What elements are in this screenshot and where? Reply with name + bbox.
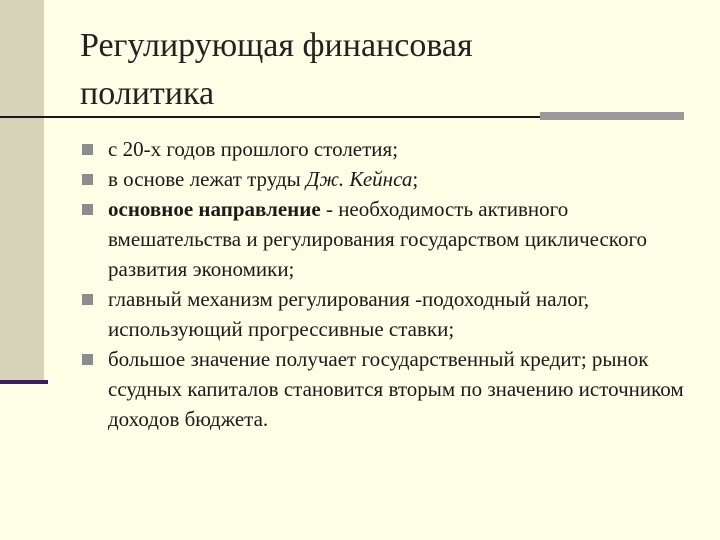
title-divider bbox=[0, 116, 540, 118]
bullet-item bbox=[82, 134, 692, 164]
square-bullet-icon bbox=[82, 204, 93, 215]
left-decor-band bbox=[0, 0, 44, 384]
bullet-text-bold: основное направление bbox=[108, 197, 321, 221]
title-accent-bar bbox=[540, 112, 684, 120]
bullet-text: с 20-х годов прошлого столетия; bbox=[108, 137, 399, 161]
bullet-item bbox=[82, 284, 692, 344]
bullet-text: главный механизм регулирования -подоходный налог, использующий прогрессивные ставки; bbox=[108, 287, 590, 341]
bullet-text-italic: Дж. Кейнса bbox=[306, 167, 413, 191]
bullet-item bbox=[82, 344, 692, 434]
square-bullet-icon bbox=[82, 174, 93, 185]
bullet-item bbox=[82, 164, 692, 194]
bullet-item bbox=[82, 194, 692, 284]
bullet-text-suffix: ; bbox=[412, 167, 419, 191]
square-bullet-icon bbox=[82, 144, 93, 155]
slide-title bbox=[80, 22, 680, 118]
title-line-1: Регулирующая финансовая bbox=[80, 27, 473, 64]
bullet-text: большое значение получает государственный кредит; рынок ссудных капиталов становится вторым по значению источником доходов бюджета. bbox=[108, 347, 684, 431]
left-accent-line bbox=[0, 380, 48, 384]
title-line-2: политика bbox=[80, 75, 215, 112]
bullet-list bbox=[82, 134, 692, 434]
square-bullet-icon bbox=[82, 294, 93, 305]
square-bullet-icon bbox=[82, 354, 93, 365]
bullet-text-prefix: в основе лежат труды bbox=[108, 167, 307, 191]
bullet-text: - необходимость активного вмешательства и регулирования государством циклического развития экономики; bbox=[108, 197, 648, 281]
